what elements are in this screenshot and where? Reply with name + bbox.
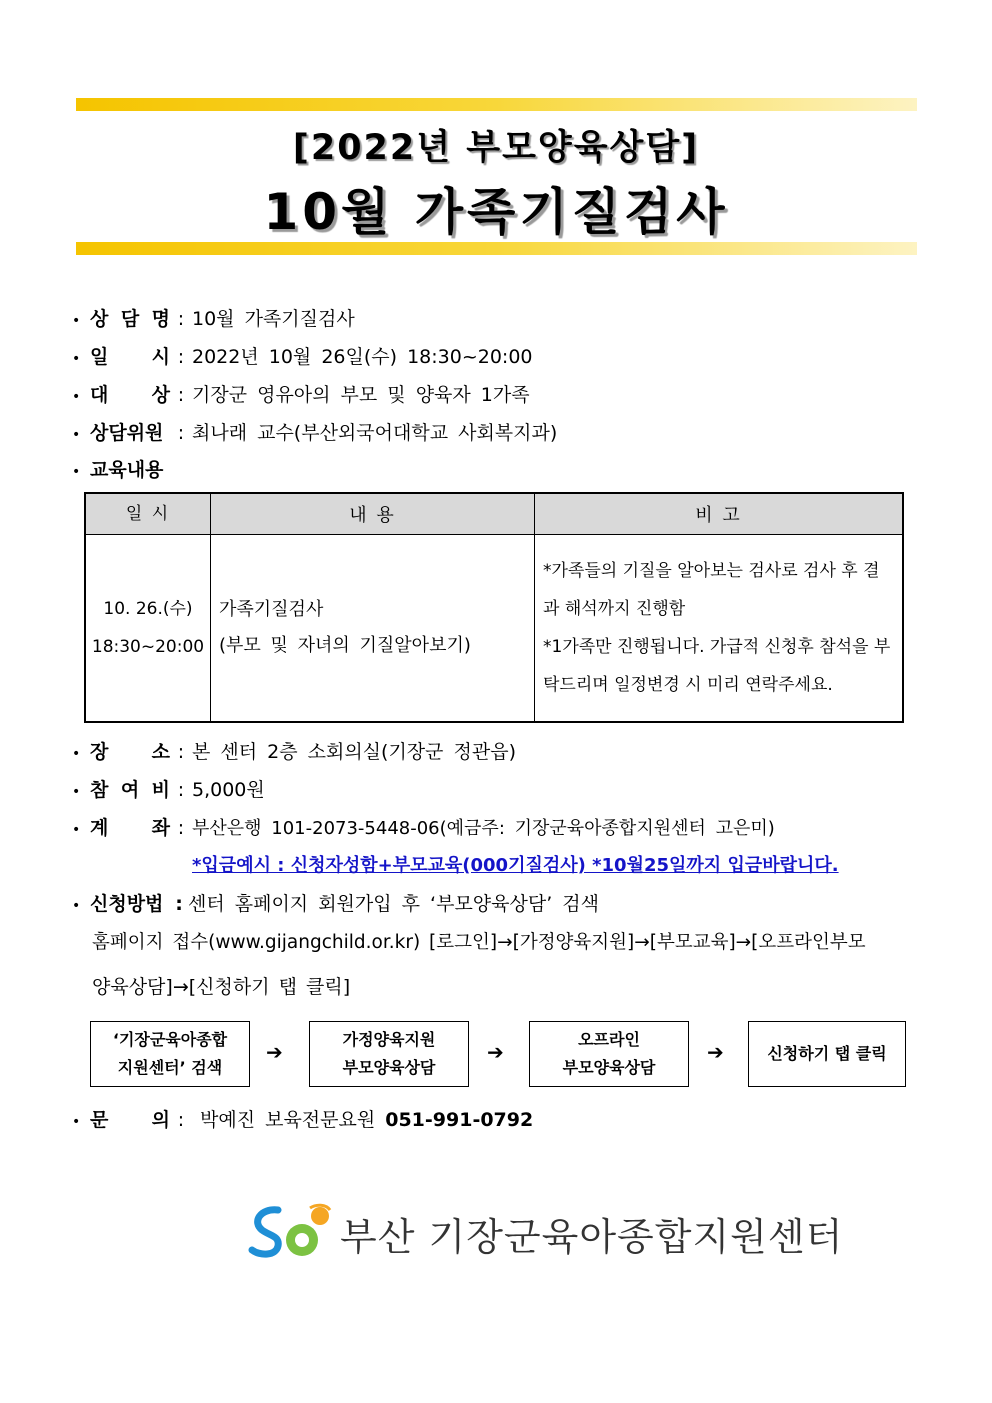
- target-row: [72, 380, 530, 407]
- datetime-row: [72, 342, 533, 369]
- date-text: 10. 26.(수): [103, 599, 193, 619]
- place-label: 장 소: [90, 741, 170, 763]
- apply-row: [72, 889, 599, 916]
- flow-step-line: 오프라인: [578, 1030, 640, 1049]
- account-row: [72, 813, 775, 840]
- colon: :: [177, 817, 185, 839]
- title-line1: [2022년 부모양육상담]: [292, 128, 700, 168]
- bullet: •: [72, 464, 81, 480]
- colon: :: [177, 422, 185, 444]
- counsel-name-label: 상 담 명: [90, 308, 170, 330]
- fee-value: 5,000원: [192, 779, 265, 801]
- target-label: 대 상: [90, 384, 170, 406]
- cell-note: [535, 535, 904, 723]
- flow-step-offline: [529, 1021, 689, 1087]
- content-label-row: [72, 455, 170, 482]
- colon: :: [177, 741, 185, 763]
- bullet: •: [72, 746, 81, 762]
- cell-content: [211, 535, 535, 723]
- fee-row: [72, 775, 265, 802]
- colon: :: [177, 308, 185, 330]
- header-note: 비 고: [535, 493, 904, 535]
- colon: :: [177, 346, 185, 368]
- cell-datetime: [85, 535, 211, 723]
- bullet: •: [72, 898, 81, 914]
- counsel-name-value: 10월 가족기질검사: [192, 308, 355, 330]
- account-label: 계 좌: [90, 817, 170, 839]
- flow-step-home-parenting: [309, 1021, 469, 1087]
- note-line: 탁드리며 일정변경 시 미리 연락주세요.: [543, 675, 833, 695]
- inquiry-value: 박예진 보육전문요원: [200, 1109, 376, 1131]
- inquiry-row: [72, 1105, 533, 1132]
- datetime-value: 2022년 10월 26일(수) 18:30~20:00: [192, 346, 533, 368]
- place-row: [72, 737, 516, 764]
- bullet: •: [72, 1114, 81, 1130]
- title-line2: 10월 가족기질검사: [263, 183, 729, 241]
- note-line: *가족들의 기질을 알아보는 검사로 검사 후 결: [543, 561, 880, 581]
- apply-line2: 홈페이지 접수(www.gijangchild.or.kr) [로그인]→[가정양육지원]→[부모교육]→[오프라인부모: [92, 932, 866, 953]
- flow-step-line: 부모양육상담: [342, 1058, 436, 1077]
- bullet: •: [72, 389, 81, 405]
- note-line: 과 해석까지 진행함: [543, 599, 686, 619]
- content-sub: (부모 및 자녀의 기질알아보기): [219, 635, 471, 656]
- flow-step-line: ‘기장군육아종합: [112, 1030, 228, 1049]
- colon: :: [175, 893, 183, 915]
- apply-label: 신청방법: [90, 893, 164, 915]
- bullet: •: [72, 822, 81, 838]
- apply-line3: 양육상담]→[신청하기 탭 클릭]: [92, 976, 351, 998]
- datetime-label: 일 시: [90, 346, 170, 368]
- counselor-row: [72, 418, 557, 445]
- table-header-row: [85, 493, 903, 535]
- bullet: •: [72, 313, 81, 329]
- colon: :: [177, 1109, 185, 1131]
- deposit-notice: *입금예시 : 신청자성함+부모교육(000기질검사) *10월25일까지 입금바랍니다.: [192, 855, 839, 876]
- content-title: 가족기질검사: [219, 599, 324, 620]
- arrow-right-icon: ➔: [707, 1040, 724, 1064]
- title-top-bar: [76, 98, 917, 111]
- counselor-label: 상담위원: [90, 422, 164, 444]
- colon: :: [177, 384, 185, 406]
- schedule-table: [84, 492, 904, 723]
- note-line: *1가족만 진행됩니다. 가급적 신청후 참석을 부: [543, 637, 891, 657]
- account-value: 부산은행 101-2073-5448-06(예금주: 기장군육아종합지원센터 고은미): [192, 818, 775, 839]
- place-value: 본 센터 2층 소회의실(기장군 정관읍): [192, 741, 517, 763]
- target-value: 기장군 영유아의 부모 및 양육자 1가족: [192, 384, 530, 406]
- bullet: •: [72, 784, 81, 800]
- arrow-right-icon: ➔: [487, 1040, 504, 1064]
- arrow-right-icon: ➔: [266, 1040, 283, 1064]
- flow-step-line: 신청하기 탭 클릭: [767, 1044, 887, 1063]
- flow-step-line: 부모양육상담: [562, 1058, 656, 1077]
- bullet: •: [72, 427, 81, 443]
- table-row: [85, 535, 903, 723]
- header-content: 내 용: [211, 493, 535, 535]
- apply-value: 센터 홈페이지 회원가입 후 ‘부모양육상담’ 검색: [188, 893, 600, 915]
- flow-step-apply-tab: [748, 1021, 906, 1087]
- colon: :: [177, 779, 185, 801]
- flow-step-line: 가정양육지원: [342, 1030, 436, 1049]
- header-datetime: 일 시: [85, 493, 211, 535]
- bullet: •: [72, 351, 81, 367]
- flow-step-line: 지원센터’ 검색: [117, 1058, 223, 1077]
- flow-step-search: [90, 1021, 250, 1087]
- counsel-name-row: [72, 304, 355, 331]
- time-text: 18:30~20:00: [91, 637, 205, 657]
- content-label: 교육내용: [90, 459, 164, 481]
- title-bottom-bar: [76, 242, 917, 255]
- inquiry-phone: 051-991-0792: [385, 1109, 534, 1131]
- fee-label: 참 여 비: [90, 779, 170, 801]
- counselor-value: 최나래 교수(부산외국어대학교 사회복지과): [192, 422, 558, 444]
- footer-logo-text: 부산 기장군육아종합지원센터: [340, 1215, 844, 1259]
- inquiry-label: 문 의: [90, 1109, 170, 1131]
